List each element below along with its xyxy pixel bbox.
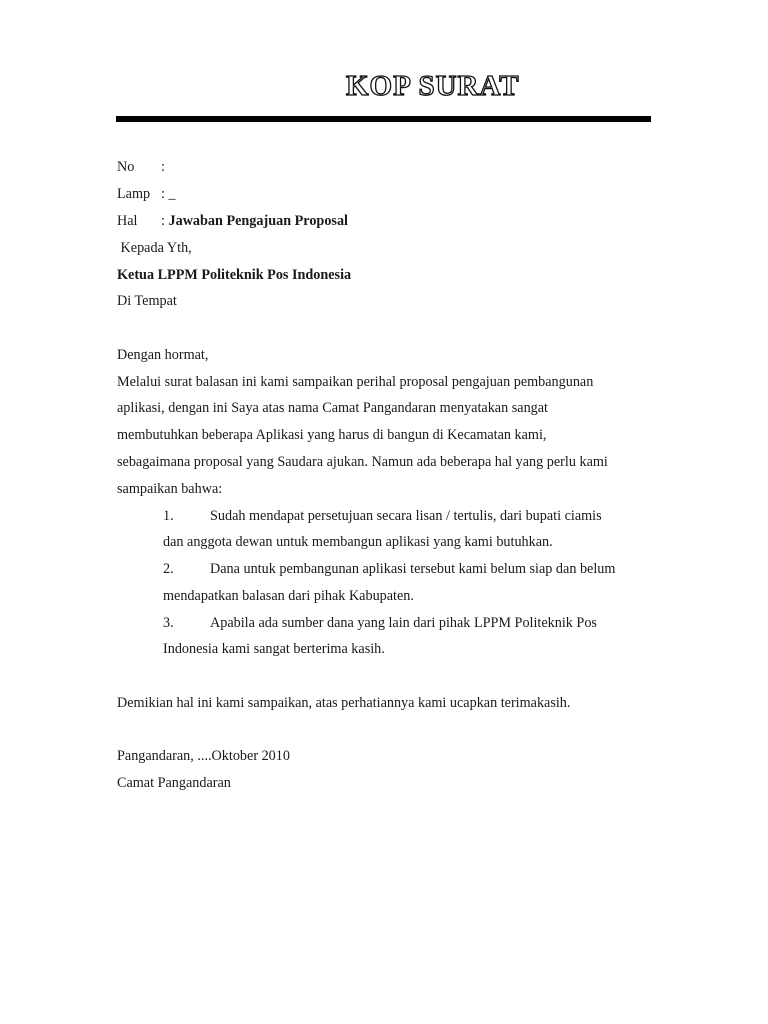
signature-title: Camat Pangandaran [117,775,231,791]
list-item [163,507,602,525]
list-item-continuation: mendapatkan balasan dari pihak Kabupaten. [163,588,414,604]
list-item-number: 2. [163,561,174,577]
field-hal-label: Hal [117,213,138,229]
field-hal-value: Jawaban Pengajuan Proposal [168,213,348,229]
field-lamp-label: Lamp [117,186,151,202]
list-item [163,614,597,632]
signature-place-date: Pangandaran, ....Oktober 2010 [117,748,290,764]
field-no [117,158,165,176]
list-item-number: 1. [163,508,174,524]
list-item-continuation: dan anggota dewan untuk membangun aplikasi yang kami butuhkan. [163,534,553,550]
recipient-place: Di Tempat [117,293,177,309]
paragraph-line: Melalui surat balasan ini kami sampaikan perihal proposal pengajuan pembangunan [117,374,594,390]
salutation: Dengan hormat, [117,347,209,363]
list-item-continuation: Indonesia kami sangat berterima kasih. [163,641,385,657]
paragraph-line: sebagaimana proposal yang Saudara ajukan. Namun ada beberapa hal yang perlu kami [117,454,608,470]
paragraph-line: aplikasi, dengan ini Saya atas nama Camat Pangandaran menyatakan sangat [117,400,548,416]
letterhead-rule [116,116,651,122]
list-item-text: Dana untuk pembangunan aplikasi tersebut kami belum siap dan belum [210,561,616,577]
field-lamp [117,185,176,203]
field-hal-colon: : [161,213,165,229]
closing-sentence: Demikian hal ini kami sampaikan, atas perhatiannya kami ucapkan terimakasih. [117,695,571,711]
field-hal [117,212,348,230]
list-item-text: Apabila ada sumber dana yang lain dari pihak LPPM Politeknik Pos [210,615,597,631]
list-item-number: 3. [163,615,174,631]
field-lamp-value: : _ [161,186,176,202]
list-item [163,560,615,578]
letterhead-title: KOP SURAT [346,70,520,102]
field-no-value: : [161,159,165,175]
paragraph-line: membutuhkan beberapa Aplikasi yang harus di bangun di Kecamatan kami, [117,427,547,443]
recipient-greeting: Kepada Yth, [117,240,192,256]
paragraph-line: sampaikan bahwa: [117,481,223,497]
list-item-text: Sudah mendapat persetujuan secara lisan / tertulis, dari bupati ciamis [210,508,602,524]
field-no-label: No [117,159,135,175]
recipient-name: Ketua LPPM Politeknik Pos Indonesia [117,267,352,283]
